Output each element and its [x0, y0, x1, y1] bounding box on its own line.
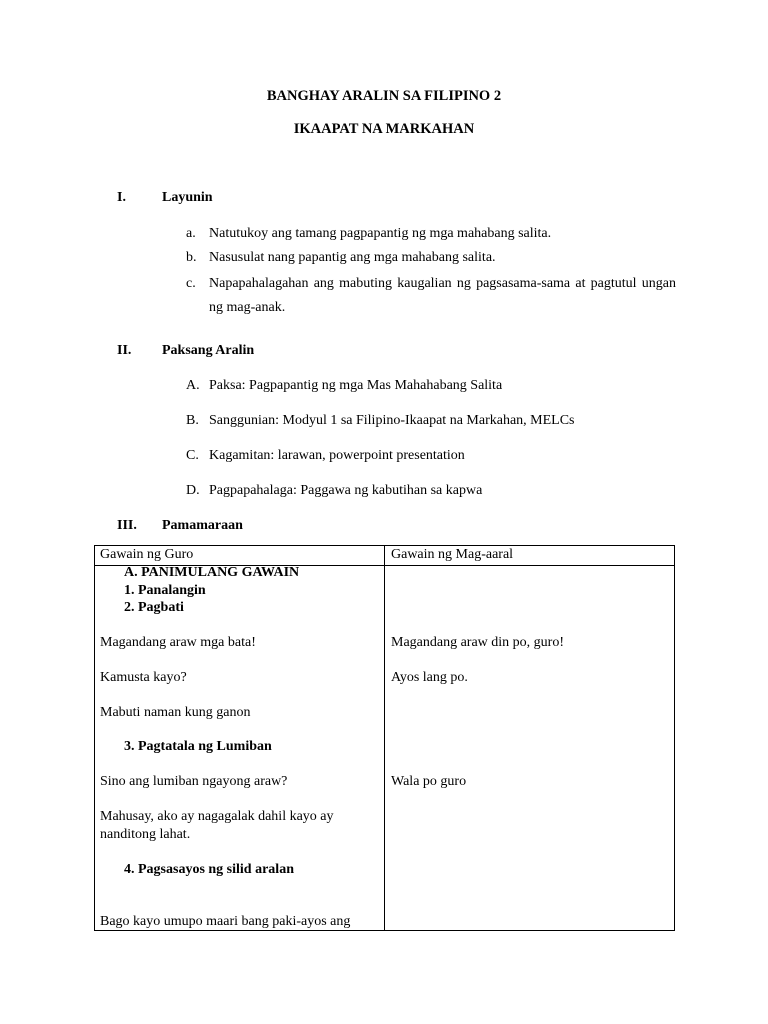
list-marker: B.: [186, 413, 199, 428]
section-title: Pamamaraan: [162, 518, 243, 533]
list-item: [186, 222, 676, 246]
heading-panimulang-gawain: A. PANIMULANG GAWAIN: [124, 565, 300, 580]
list-item-text: Sanggunian: Modyul 1 sa Filipino-Ikaapat na Markahan, MELCs: [209, 413, 575, 428]
list-item-text: Napapahalagahan ang mabuting kaugalian ng pagsasama-sama at pagtutul ungan ng mag-anak.: [209, 276, 676, 315]
section-title: Paksang Aralin: [162, 343, 255, 358]
list-item-text: Paksa: Pagpapantig ng mga Mas Mahahabang Salita: [209, 378, 503, 393]
guro-mahusay-line1: Mahusay, ako ay nagagalak dahil kayo ay: [100, 809, 334, 824]
guro-greeting: Magandang araw mga bata!: [100, 635, 256, 650]
list-marker: A.: [186, 378, 200, 393]
list-item: [186, 374, 676, 398]
list-item-text: Natutukoy ang tamang pagpapantig ng mga mahabang salita.: [209, 226, 552, 241]
list-item-text: Kagamitan: larawan, powerpoint presentation: [209, 448, 465, 463]
guro-bago: Bago kayo umupo maari bang paki-ayos ang: [100, 914, 351, 929]
list-item-text: Nasusulat nang papantig ang mga mahabang salita.: [209, 250, 496, 265]
column-divider: [384, 546, 385, 930]
list-item: [186, 246, 676, 270]
guro-mabuti: Mabuti naman kung ganon: [100, 705, 251, 720]
list-item: [186, 272, 676, 320]
guro-sino: Sino ang lumiban ngayong araw?: [100, 774, 288, 789]
list-item: [186, 409, 676, 433]
heading-pagbati: 2. Pagbati: [124, 600, 184, 615]
heading-panalangin: 1. Panalangin: [124, 583, 206, 598]
magaaral-greeting: Magandang araw din po, guro!: [391, 635, 565, 650]
section-number: II.: [117, 343, 132, 358]
list-marker: b.: [186, 250, 197, 265]
list-marker: D.: [186, 483, 200, 498]
guro-kamusta: Kamusta kayo?: [100, 670, 187, 685]
list-marker: c.: [186, 276, 196, 291]
table-header-guro: Gawain ng Guro: [100, 547, 194, 562]
section-number: I.: [117, 190, 126, 205]
guro-mahusay-line2: nanditong lahat.: [100, 827, 191, 842]
lesson-plan-table: [94, 545, 675, 931]
document-subtitle: IKAAPAT NA MARKAHAN: [293, 121, 475, 137]
list-marker: a.: [186, 226, 196, 241]
list-marker: C.: [186, 448, 199, 463]
magaaral-ayos: Ayos lang po.: [391, 670, 468, 685]
list-item: [186, 444, 676, 468]
magaaral-wala: Wala po guro: [391, 774, 467, 789]
heading-pagsasayos: 4. Pagsasayos ng silid aralan: [124, 862, 294, 877]
section-title: Layunin: [162, 190, 213, 205]
document-title: BANGHAY ARALIN SA FILIPINO 2: [266, 88, 502, 104]
table-header-magaaral: Gawain ng Mag-aaral: [391, 547, 514, 562]
list-item: [186, 479, 676, 503]
list-item-text: Pagpapahalaga: Paggawa ng kabutihan sa kapwa: [209, 483, 483, 498]
heading-pagtatala: 3. Pagtatala ng Lumiban: [124, 739, 272, 754]
section-number: III.: [117, 518, 137, 533]
